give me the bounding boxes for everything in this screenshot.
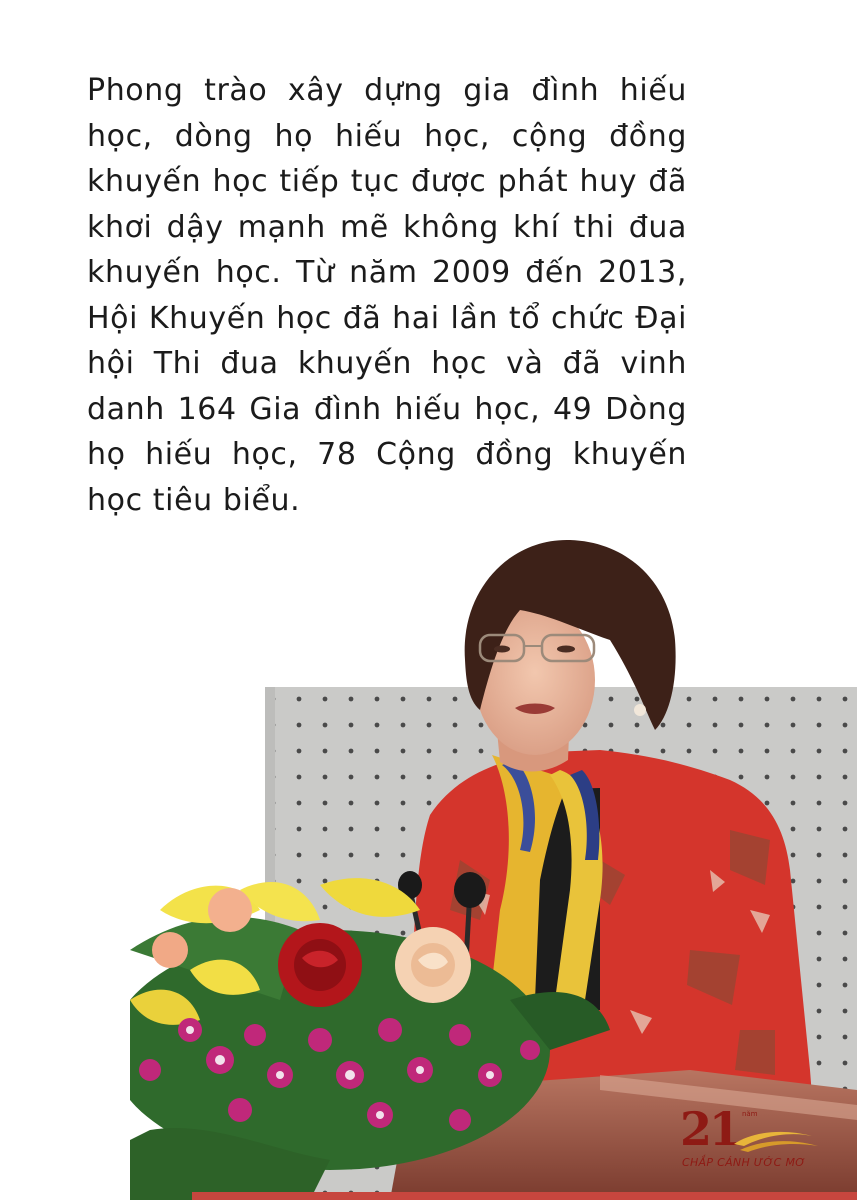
article-paragraph: Phong trào xây dựng gia đình hiếu học, dòng họ hiếu học, cộng đồng khuyến học tiếp tục được phát huy đã khơi dậy mạnh mẽ không khí thi đua khuyến học. Từ năm 2009 đến 2013, Hội Khuyến học đã hai lần tổ chức Đại hội Thi đua khuyến học và đã vinh danh 164 Gia đình hiếu học, 49 Dòng họ hiếu học, 78 Cộng đồng khuyến học tiêu biểu.	[87, 73, 687, 518]
brand-logo	[676, 1102, 826, 1178]
logo-number: 21	[680, 1102, 739, 1156]
logo-tagline: CHẮP CÁNH ƯỚC MƠ	[682, 1156, 806, 1169]
logo-superscript: năm	[742, 1110, 758, 1118]
speaker-photo	[130, 530, 857, 1200]
bottom-accent-line	[192, 1192, 857, 1200]
swoosh-icon	[732, 1122, 822, 1156]
